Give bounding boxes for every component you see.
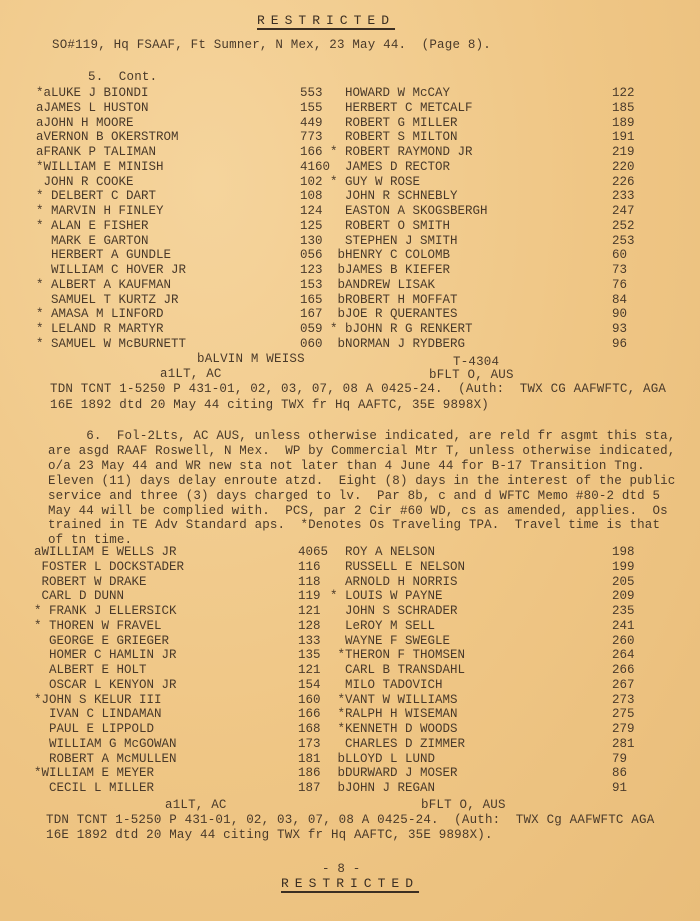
roster-serial-number: 267 (612, 677, 635, 692)
paragraph-line: service and three (3) days charged to lv. Par 8b, c and d WFTC Memo #80-2 dtd 5 (48, 488, 661, 503)
roster-serial-number: 160 (298, 692, 321, 707)
page-number: - 8 - (322, 862, 361, 876)
classification-footer: RESTRICTED (281, 876, 420, 891)
roster-serial-number: 185 (612, 100, 635, 115)
roster-serial-number: 205 (612, 574, 635, 589)
roster-name: aJAMES L HUSTON (36, 100, 149, 115)
paragraph-line: o/a 23 May 44 and WR new sta not later than 4 June 44 for B-17 Transition Tng. (48, 458, 645, 473)
section-5-heading: 5. Cont. (88, 70, 158, 84)
roster-name: FOSTER L DOCKSTADER (34, 559, 185, 574)
roster-serial-number: 168 (298, 722, 321, 736)
roster-serial-number: 167 (300, 307, 323, 322)
section-5-rank-left: a1LT, AC (160, 367, 222, 381)
roster-serial-number: 119 (298, 589, 321, 604)
roster-name: EASTON A SKOGSBERGH (330, 204, 488, 218)
paragraph-line: 6. Fol-2Lts, AC AUS, unless otherwise indicated, are reld fr asgmt this sta, (48, 429, 676, 443)
roster-serial-number: 4065 (298, 545, 329, 559)
roster-serial-number: 91 (612, 781, 628, 795)
section-5-tdn-line-2: 16E 1892 dtd 20 May 44 citing TWX fr Hq AAFTC, 35E 9898X) (50, 398, 489, 412)
roster-serial-number: 449 (300, 115, 323, 130)
roster-serial-number: 153 (300, 277, 323, 292)
roster-serial-number: 155 (300, 100, 323, 115)
roster-name: * LELAND R MARTYR (36, 322, 164, 336)
roster-name: *VANT W WILLIAMS (330, 692, 458, 707)
roster-name: bLLOYD L LUND (330, 751, 436, 766)
roster-serial-number: 260 (612, 633, 635, 648)
section-6-tdn-line-1: TDN TCNT 1-5250 P 431-01, 02, 03, 07, 08 A 0425-24. (Auth: TWX Cg AAFWFTC AGA (46, 813, 655, 827)
roster-name: JAMES D RECTOR (330, 159, 451, 174)
roster-name: CARL D DUNN (34, 589, 125, 604)
roster-name: ROY A NELSON (330, 545, 436, 559)
roster-name: aVERNON B OKERSTROM (36, 130, 179, 145)
roster-serial-number: 241 (612, 618, 635, 633)
section-6-rank-right: bFLT O, AUS (421, 798, 506, 812)
roster-serial-number: 233 (612, 189, 635, 204)
roster-name: * AMASA M LINFORD (36, 307, 164, 322)
section-6-tdn-line-2: 16E 1892 dtd 20 May 44 citing TWX fr Hq AAFTC, 35E 9898X). (46, 828, 493, 842)
roster-serial-number: 235 (612, 604, 635, 618)
roster-name: * SAMUEL W McBURNETT (36, 336, 187, 351)
roster-serial-number: 181 (298, 751, 321, 766)
roster-serial-number: 76 (612, 277, 628, 292)
roster-serial-number: 279 (612, 722, 635, 736)
roster-name: * ALBERT A KAUFMAN (36, 277, 172, 292)
roster-name: *THERON F THOMSEN (330, 648, 466, 663)
roster-serial-number: 130 (300, 233, 323, 248)
roster-serial-number: 96 (612, 336, 628, 351)
roster-serial-number: 60 (612, 248, 628, 263)
roster-serial-number: 266 (612, 663, 635, 677)
roster-serial-number: 220 (612, 159, 635, 174)
roster-serial-number: 125 (300, 218, 323, 233)
roster-name: ARNOLD H NORRIS (330, 574, 458, 589)
paragraph-line: May 44 will be complied with. PCS, par 2 Cir #60 WD, cs as amended, applies. Os (48, 503, 668, 518)
section-5-rank-right: bFLT O, AUS (429, 368, 514, 382)
roster-name: * ROBERT RAYMOND JR (330, 145, 473, 159)
paragraph-line: trained in TE Adv Standard aps. *Denotes Os Traveling TPA. Travel time is that (48, 518, 661, 533)
roster-serial-number: 102 (300, 174, 323, 189)
roster-name: JOHN R SCHNEBLY (330, 189, 458, 204)
roster-name: HERBERT A GUNDLE (36, 248, 172, 263)
roster-name: JOHN R COOKE (36, 174, 134, 189)
roster-name: *WILLIAM E MEYER (34, 766, 155, 781)
section-5-tdn-line-1: TDN TCNT 1-5250 P 431-01, 02, 03, 07, 08 A 0425-24. (Auth: TWX CG AAFWFTC, AGA (50, 382, 667, 396)
paragraph-line: of tn time. (48, 533, 133, 548)
roster-serial-number: 252 (612, 218, 635, 233)
roster-name: STEPHEN J SMITH (330, 233, 458, 248)
roster-name: ROBERT W DRAKE (34, 574, 147, 589)
roster-name: * THOREN W FRAVEL (34, 618, 162, 633)
roster-name: IVAN C LINDAMAN (34, 707, 162, 722)
order-line: SO#119, Hq FSAAF, Ft Sumner, N Mex, 23 May 44. (Page 8). (52, 38, 491, 52)
roster-serial-number: 773 (300, 130, 323, 145)
classification-header: RESTRICTED (257, 13, 396, 28)
roster-name: bDURWARD J MOSER (330, 766, 458, 781)
roster-serial-number: 264 (612, 648, 635, 663)
roster-name: WILLIAM C HOVER JR (36, 263, 187, 277)
section-6-rank-left: a1LT, AC (165, 798, 227, 812)
roster-name: bJOE R QUERANTES (330, 307, 458, 322)
roster-serial-number: 124 (300, 204, 323, 218)
roster-name: WILLIAM G McGOWAN (34, 736, 177, 751)
roster-name: CARL B TRANSDAHL (330, 663, 466, 677)
roster-name: MILO TADOVICH (330, 677, 443, 692)
roster-serial-number: 253 (612, 233, 635, 248)
roster-serial-number: 108 (300, 189, 323, 204)
roster-serial-number: 135 (298, 648, 321, 663)
roster-serial-number: 186 (298, 766, 321, 781)
roster-name: *WILLIAM E MINISH (36, 159, 164, 174)
roster-name: ROBERT O SMITH (330, 218, 451, 233)
roster-name: GEORGE E GRIEGER (34, 633, 170, 648)
roster-name: aFRANK P TALIMAN (36, 145, 157, 159)
roster-name: bROBERT H MOFFAT (330, 292, 458, 307)
roster-name: *aLUKE J BIONDI (36, 86, 149, 100)
roster-serial-number: 219 (612, 145, 635, 159)
roster-name: * MARVIN H FINLEY (36, 204, 164, 218)
roster-serial-number: 247 (612, 204, 635, 218)
roster-serial-number: 84 (612, 292, 628, 307)
roster-serial-number: 116 (298, 559, 321, 574)
roster-name: bANDREW LISAK (330, 277, 436, 292)
roster-name: bJOHN J REGAN (330, 781, 436, 795)
roster-serial-number: 281 (612, 736, 635, 751)
roster-serial-number: 123 (300, 263, 323, 277)
roster-name: ROBERT S MILTON (330, 130, 458, 145)
roster-serial-number: 226 (612, 174, 635, 189)
roster-name: CECIL L MILLER (34, 781, 155, 795)
roster-name: * FRANK J ELLERSICK (34, 604, 177, 618)
roster-serial-number: 93 (612, 322, 628, 336)
roster-name: *KENNETH D WOODS (330, 722, 458, 736)
roster-serial-number: 275 (612, 707, 635, 722)
roster-name: bJAMES B KIEFER (330, 263, 451, 277)
roster-name: ROBERT G MILLER (330, 115, 458, 130)
roster-serial-number: 166 (300, 145, 323, 159)
roster-name: * LOUIS W PAYNE (330, 589, 443, 604)
roster-serial-number: 209 (612, 589, 635, 604)
roster-serial-number: 173 (298, 736, 321, 751)
roster-name: WAYNE F SWEGLE (330, 633, 451, 648)
roster-name: RUSSELL E NELSON (330, 559, 466, 574)
roster-serial-number: 273 (612, 692, 635, 707)
roster-name: JOHN S SCHRADER (330, 604, 458, 618)
roster-name: *RALPH H WISEMAN (330, 707, 458, 722)
roster-serial-number: 060 (300, 336, 323, 351)
roster-name: bHENRY C COLOMB (330, 248, 451, 263)
roster-serial-number: 154 (298, 677, 321, 692)
roster-serial-number: 189 (612, 115, 635, 130)
roster-serial-number: 86 (612, 766, 628, 781)
roster-serial-number: 056 (300, 248, 323, 263)
roster-name: bNORMAN J RYDBERG (330, 336, 466, 351)
roster-serial-number: 121 (298, 663, 321, 677)
roster-name: HOMER C HAMLIN JR (34, 648, 177, 663)
roster-name: HOWARD W McCAY (330, 86, 451, 100)
roster-serial-number: 90 (612, 307, 628, 322)
roster-name: MARK E GARTON (36, 233, 149, 248)
roster-name: * DELBERT C DART (36, 189, 157, 204)
roster-serial-number: 165 (300, 292, 323, 307)
roster-name: HERBERT C METCALF (330, 100, 473, 115)
roster-name: aJOHN H MOORE (36, 115, 134, 130)
roster-serial-number: 166 (298, 707, 321, 722)
roster-serial-number: 059 (300, 322, 323, 336)
roster-serial-number: 73 (612, 263, 628, 277)
roster-serial-number: 553 (300, 86, 323, 100)
roster-serial-number: 122 (612, 86, 635, 100)
roster-name: SAMUEL T KURTZ JR (36, 292, 179, 307)
section-5-extra-right: T-4304 (453, 355, 500, 369)
roster-name: * GUY W ROSE (330, 174, 421, 189)
roster-serial-number: 79 (612, 751, 628, 766)
section-5-extra-left: bALVIN M WEISS (197, 352, 305, 366)
paragraph-line: are asgd RAAF Roswell, N Mex. WP by Commercial Mtr T, unless otherwise indicated, (48, 443, 676, 458)
roster-name: CHARLES D ZIMMER (330, 736, 466, 751)
roster-serial-number: 121 (298, 604, 321, 618)
roster-serial-number: 4160 (300, 159, 331, 174)
roster-serial-number: 118 (298, 574, 321, 589)
roster-name: LeROY M SELL (330, 618, 436, 633)
roster-name: PAUL E LIPPOLD (34, 722, 155, 736)
roster-serial-number: 198 (612, 545, 635, 559)
paragraph-line: Eleven (11) days delay enroute atzd. Eight (8) days in the interest of the public (48, 473, 676, 488)
roster-name: ALBERT E HOLT (34, 663, 147, 677)
roster-serial-number: 133 (298, 633, 321, 648)
roster-name: * bJOHN R G RENKERT (330, 322, 473, 336)
roster-serial-number: 199 (612, 559, 635, 574)
roster-name: * ALAN E FISHER (36, 218, 149, 233)
roster-serial-number: 128 (298, 618, 321, 633)
roster-name: ROBERT A McMULLEN (34, 751, 177, 766)
roster-serial-number: 191 (612, 130, 635, 145)
roster-name: OSCAR L KENYON JR (34, 677, 177, 692)
roster-name: aWILLIAM E WELLS JR (34, 545, 177, 559)
roster-name: *JOHN S KELUR III (34, 692, 162, 707)
roster-serial-number: 187 (298, 781, 321, 795)
